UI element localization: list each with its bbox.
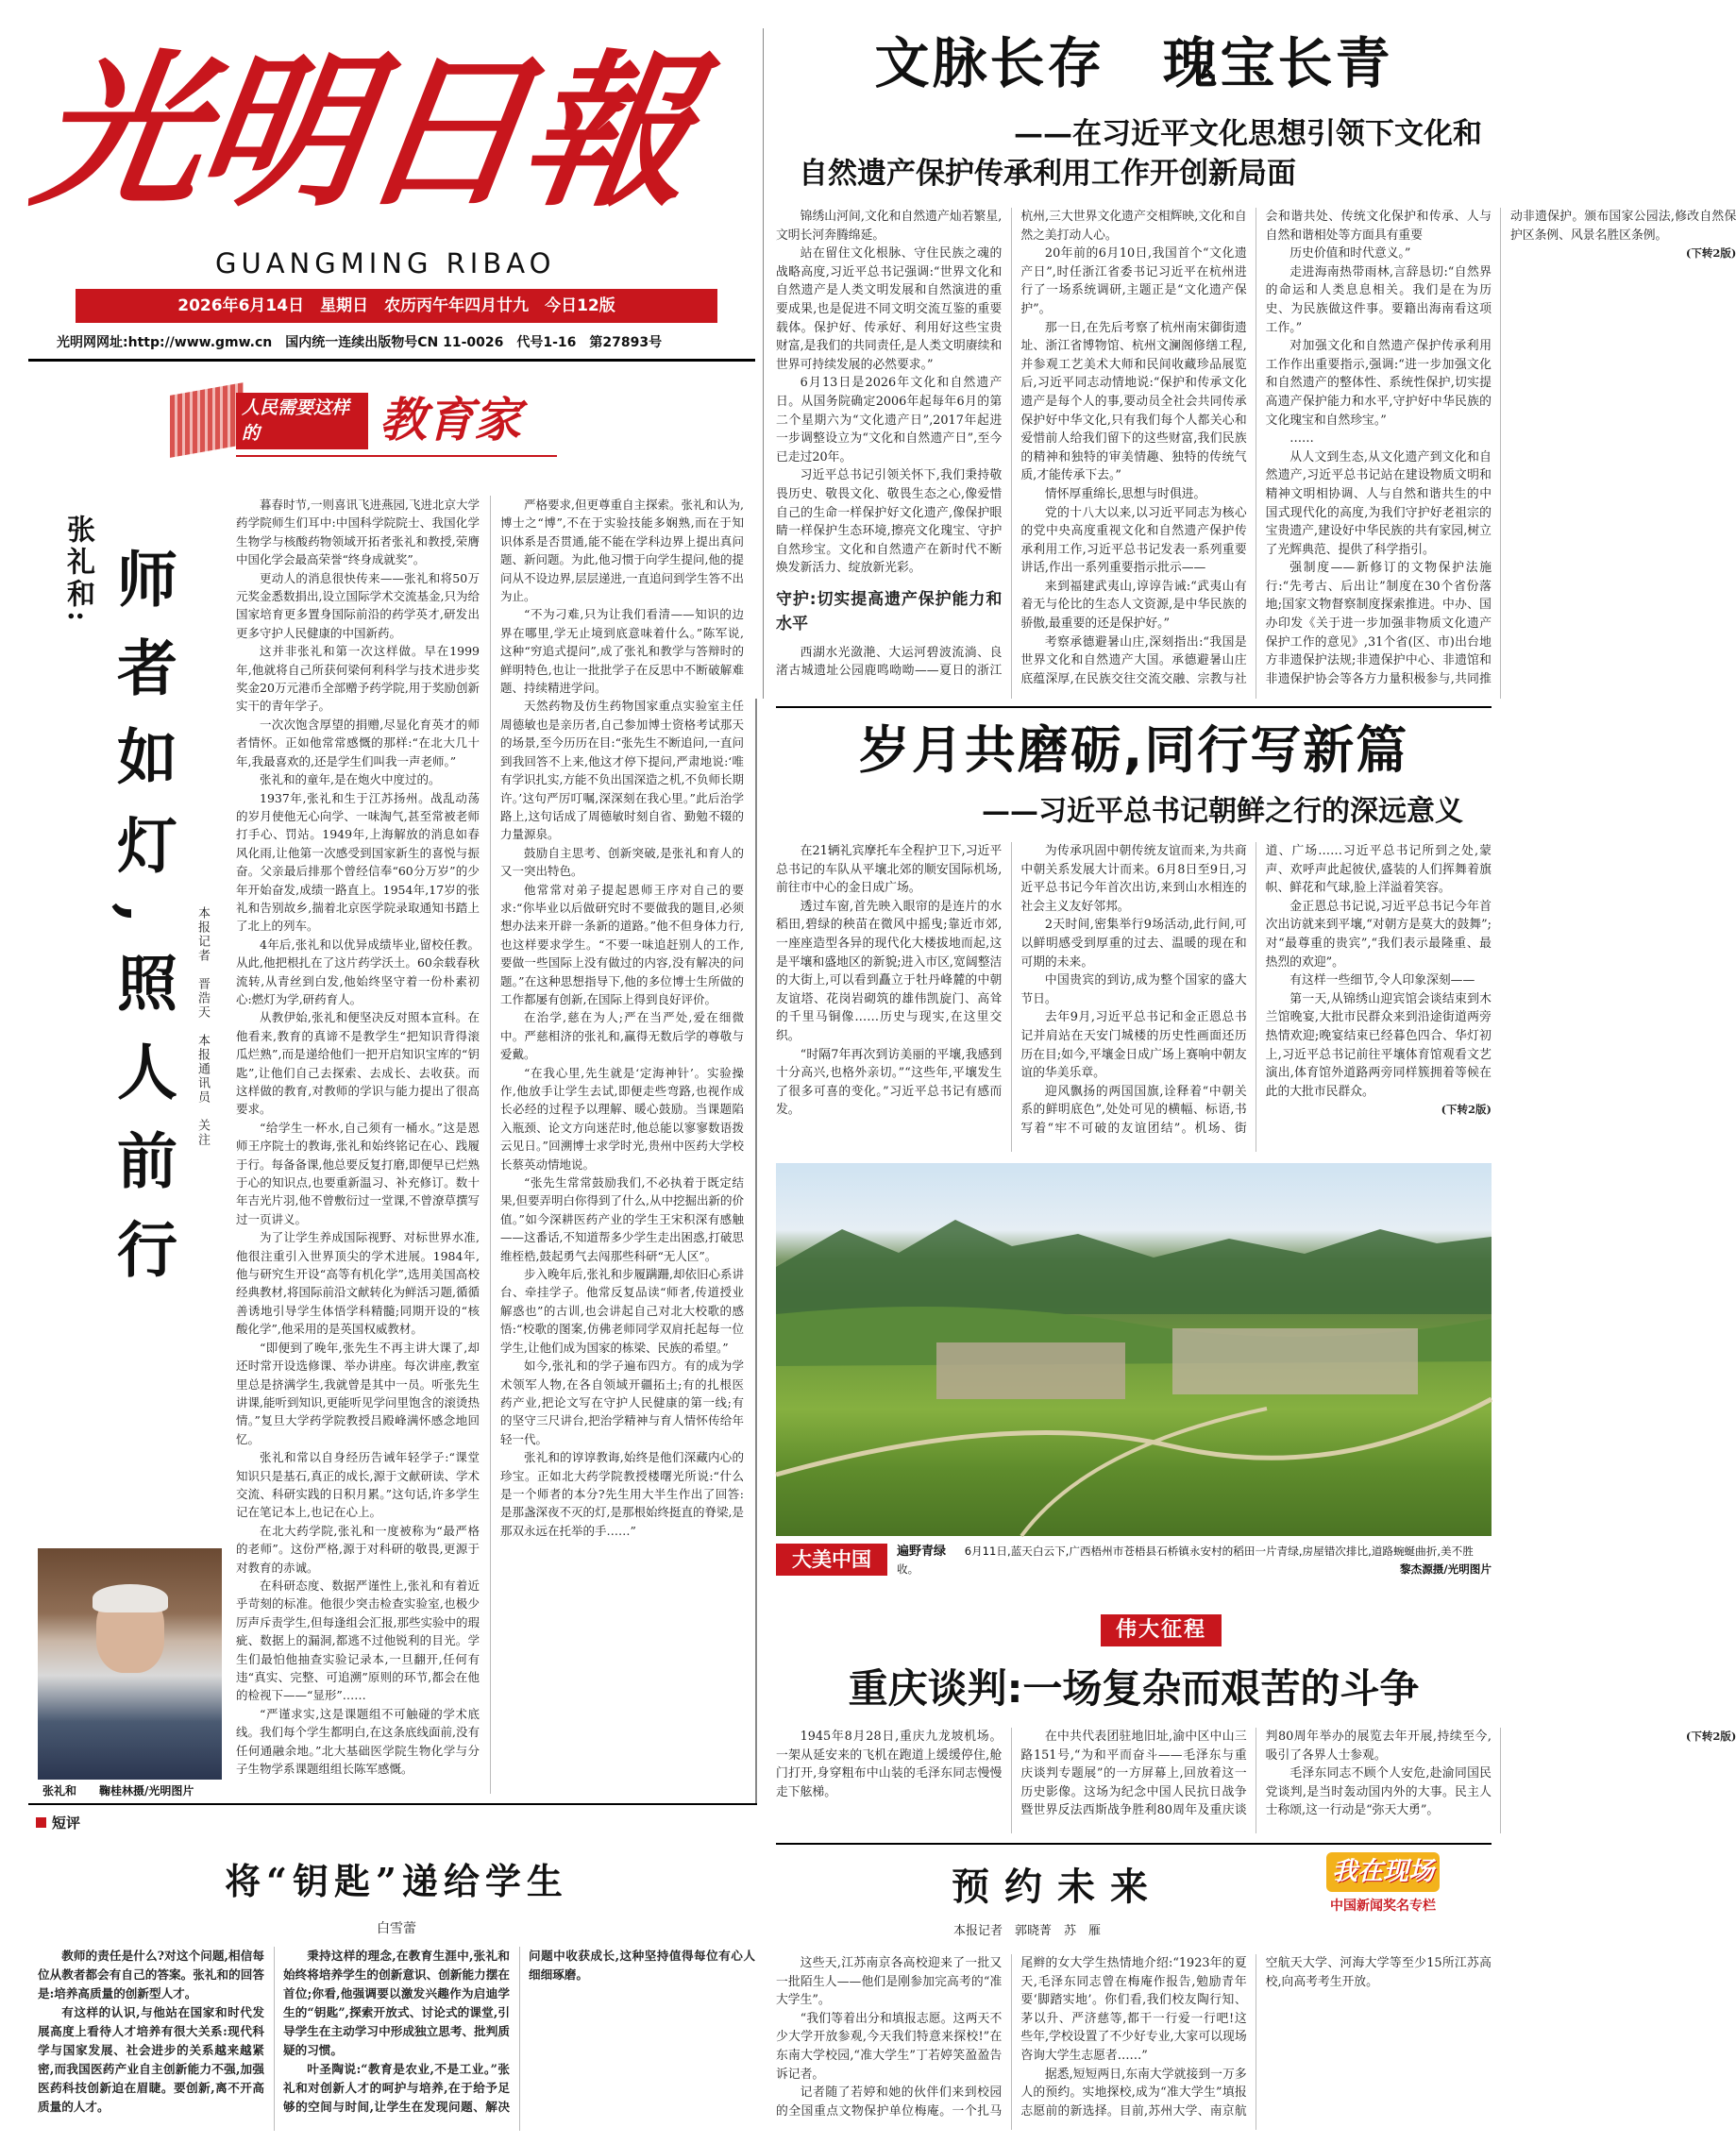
lead-title: 文脉长存 瑰宝长青 <box>874 31 1393 95</box>
lead-para: 强制度——新修订的文物保护法施行:“先考古、后出让”制度在30个省份落地;国家文物督察制度探索推进。中办、国办印发《关于进一步加强非物质文化遗产保护工作的意见》,31个省(区、市)出台地方非遗保护法规;非遗保护中心、非遗馆和非遗保护协会等各方力量积极参与,共同推动非遗保护。颁布国家公园法,修改自然保护区条例、风景名胜区条例。 <box>1265 210 1736 686</box>
landscape-art <box>776 1163 1492 1536</box>
edu-para: “张先生常常鼓励我们,不必执着于既定结果,但要弄明白你得到了什么,从中挖掘出新的价值。”如今深耕医药产业的学生王宋积深有感触——这番话,不知道帮多少学生走出困惑,打破思维桎梏,鼓起勇气去闯那些科研“无人区”。 <box>500 1175 744 1263</box>
edu-para: 4年后,张礼和以优异成绩毕业,留校任教。从此,他把根扎在了这片药学沃土。60余载春秋流转,从青丝到白发,他始终坚守着一份朴素初心:燃灯为学,研药育人。 <box>236 937 480 1006</box>
future-para: “我们等着出分和填报志愿。这两天不少大学开放参观,今天我们特意来探校!”在东南大学校园,“准大学生”丁若婷笑盈盈告诉记者。 <box>776 2011 1003 2082</box>
lead-para: 那一日,在先后考察了杭州南宋御街遗址、浙江省博物馆、杭州文澜阁修缮工程,并参观工艺美术大师和民间收藏珍品展览后,习近平同志动情地说:“保护和传承文化遗产是每个人的事,要动员全社会共同传承保护好中华文化,只有我们每个人都关心和爱惜前人给我们留下的这些财富,我们民族的精神和独特的审美情趣、独特的传统气质,才能传承下去。” <box>1020 320 1247 483</box>
book-icon <box>170 382 244 458</box>
edu-para: 一次次饱含厚望的捐赠,尽显化育英才的师者情怀。正如他常常感慨的那样:“在北大几十年,我最喜欢的,还是学生们叫我一声老师。” <box>236 717 480 768</box>
short-para: 教师的责任是什么?对这个问题,相信每位从教者都会有自己的答案。张礼和的回答是:培养高质量的创新型人才。 <box>38 1949 264 2001</box>
future-para: 这些天,江苏南京各高校迎来了一批又一批陌生人——他们是刚参加完高考的“准大学生”。 <box>776 1956 1003 2008</box>
years-para: 透过车窗,首先映入眼帘的是连片的水稻田,碧绿的秧苗在微风中摇曳;靠近市郊,一座座造型各异的现代化大楼拔地而起,这是平壤和盛地区的新貌;进入市区,宽阔整洁的大街上,可以看到矗立于牡丹峰麓的中朝友谊塔、花岗岩砌筑的雄伟凯旋门、高耸的千里马铜像……历史与现实,在这里交织。 <box>776 899 1003 1043</box>
years-para: 中国贵宾的到访,成为整个国家的盛大节日。 <box>1020 973 1247 1006</box>
short-marker-icon <box>36 1817 46 1828</box>
short-body <box>38 1947 755 2131</box>
future-para: 据悉,短短两日,东南大学就接到一万多人的预约。实地探校,成为“准大学生”填报志愿前的新选择。目前,苏州大学、南京航空航天大学、河海大学等至少15所江苏高校,向高考考生开放。 <box>1020 1956 1492 2119</box>
edu-banner-tag-text: 人民需要这样的 <box>242 397 350 444</box>
edu-para: 步入晚年后,张礼和步履蹒跚,却依旧心系讲台、牵挂学子。他常反复品读“师者,传道授业解惑也”的古训,也会讲起自己对北大校歌的感悟:“校歌的图案,仿佛老师同学双肩托起每一位学生,让他们成为国家的栋梁、民族的希望。” <box>500 1267 744 1355</box>
lead-para: 情怀厚重绵长,思想与时俱进。 <box>1044 486 1206 501</box>
date-line: 2026年6月14日 星期日 农历丙午年四月廿九 今日12版 <box>177 296 615 315</box>
edu-para: 张礼和的童年,是在炮火中度过的。 <box>260 772 441 787</box>
edu-headline: 师者如灯,照人前行 <box>107 548 177 1308</box>
edu-para: “即便到了晚年,张先生不再主讲大课了,却还时常开设选修课、举办讲座。每次讲座,教室里总是挤满学生,我就曾是其中一员。听张先生讲课,能听到知识,更能听见学问里饱含的滚烫热情。”复旦大学药学院教授吕殿峰满怀感念地回忆。 <box>236 1340 480 1446</box>
lead-para: 考察承德避暑山庄,深刻指出:“我国是世界文化和自然遗产大国。承德避暑山庄底蕴深厚,在民族交往交流交融、宗教与社会和谐共处、传统文化保护和传承、人与自然和谐相处等方面具有重要 <box>1020 210 1492 686</box>
future-body <box>776 1954 1492 2130</box>
edu-para: 为了让学生养成国际视野、对标世界水准,他很注重引入世界顶尖的学术进展。1984年,他与研究生开设“高等有机化学”,选用美国高校经典教材,将国际前沿文献转化为鲜活习题,循循善诱地引导学生体悟学科精髓;同期开设的“核酸化学”,他采用的是英国权威教材。 <box>236 1230 480 1337</box>
lead-para: 习近平总书记引领关怀下,我们秉持敬畏历史、敬畏文化、敬畏生态之心,像爱惜自己的生命一样保护好文化遗产,像保护眼睛一样保护生态环境,擦亮文化瑰宝、守护自然珍宝。文化和自然遗产在新时代不断焕发新活力、绽放新光彩。 <box>776 468 1003 576</box>
years-body <box>776 842 1492 1152</box>
lead-para: 走进海南热带雨林,言辞恳切:“自然界的命运和人类息息相关。我们是在为历史、为民族做这件事。要籍出海南看这项工作。” <box>1265 264 1492 335</box>
years-para: 2天时间,密集举行9场活动,此行间,可以鲜明感受到厚重的过去、温暖的现在和可期的未来。 <box>1020 918 1247 970</box>
years-para: 迎风飘扬的两国国旗,诠释着“中朝关系的鲜明底色”,处处可见的横幅、标语,书写着“牢不可破的友谊团结”。机场、街道、广场……习近平总书记所到之处,蒙声、欢呼声此起彼伏,盛装的人们挥舞着旗帜、鲜花和气球,脸上洋溢着笑容。 <box>1020 844 1492 1136</box>
zhengcheng-continued: (下转2版) <box>1685 1730 1736 1743</box>
edu-para: “严谨求实,这是课题组不可触碰的学术底线。我们每个学生都明白,在这条底线面前,没有任何通融余地。”北大基础医学院生物化学与分子生物学系课题组组长陈军感慨。 <box>236 1706 480 1777</box>
photo-caption <box>897 1543 1492 1578</box>
lead-para: 党的十八大以来,以习近平同志为核心的党中央高度重视文化和自然遗产保护传承利用工作,习近平总书记发表一系列重要讲话,作出一系列重要指示批示—— <box>1020 505 1247 576</box>
lead-subtitle-1: ——在习近平文化思想引领下文化和 <box>1014 117 1482 151</box>
years-para: “时隔7年再次到访美丽的平壤,我感到十分高兴,也格外亲切。”“这些年,平壤发生了很多可喜的变化。”习近平总书记有感而发。 <box>776 1047 1003 1118</box>
edu-para: 鼓励自主思考、创新突破,是张礼和育人的又一突出特色。 <box>500 845 744 879</box>
zhengcheng-para: 1945年8月28日,重庆九龙坡机场。一架从延安来的飞机在跑道上缓缓停住,舱门打开,身穿粗布中山装的毛泽东同志慢慢走下舷梯。 <box>776 1730 1003 1799</box>
lead-para: 从人文到生态,从文化遗产到文化和自然遗产,习近平总书记站在建设物质文明和精神文明相协调、人与自然和谐共生的中国式现代化的高度,为我们守护好老祖宗的宝贵遗产,建设好中华民族的共有家园,树立了光辉典范、提供了科学指引。 <box>1265 449 1492 557</box>
short-para: 叶圣陶说:“教育是农业,不是工业。”张礼和对创新人才的呵护与培养,在于给予足够的空间与时间,让学生在发现问题、解决问题中收获成长,这种坚持值得每位有心人细细琢磨。 <box>283 1949 755 2114</box>
future-byline: 本报记者 郭晓菁 苏 雁 <box>953 1924 1102 1938</box>
future-badge <box>1289 1852 1477 1928</box>
lead-article <box>776 28 1736 699</box>
edu-para: 张礼和常以自身经历告诫年轻学子:“课堂知识只是基石,真正的成长,源于文献研读、学术交流、科研实践的日积月累。”这句话,许多学生记在笔记本上,也记在心上。 <box>236 1450 480 1520</box>
landscape-photo <box>776 1163 1492 1536</box>
future-badge-sub: 中国新闻奖名专栏 <box>1330 1899 1436 1914</box>
short-para: 有这样的认识,与他站在国家和时代发展高度上看待人才培养有很大关系:现代科学与国家发展、社会进步的关系越来越紧密,而我国医药产业自主创新能力不强,加强医药科技创新迫在眉睫。要创新,离不开高质量的人才。 <box>38 2005 264 2114</box>
lead-subhead: 守护:切实提高遗产保护能力和水平 <box>776 589 1003 633</box>
zhengcheng-tag <box>1067 1614 1256 1648</box>
lead-para: 站在留住文化根脉、守住民族之魂的战略高度,习近平总书记强调:“世界文化和自然遗产是人类文明发展和自然演进的重要成果,也是促进不同文明交流互鉴的重要载体。保护好、传承好、利用好这些宝贵财富,是我们的共同责任,是人类文明赓续和世界可持续发展的必然要求。” <box>776 246 1003 372</box>
short-title: 将“钥匙”递给学生 <box>225 1860 568 1902</box>
masthead <box>24 19 717 340</box>
short-author: 白雪蕾 <box>377 1921 416 1936</box>
lead-subtitle-2: 自然遗产保护传承利用工作开创新局面 <box>799 157 1296 191</box>
lead-continued: (下转2版) <box>1685 246 1736 261</box>
edu-para: 这并非张礼和第一次这样做。早在1999年,他就将自己所获何梁何利科学与技术进步奖奖金20万元港币全部赠予药学院,用于奖励创新实干的青年学子。 <box>236 644 480 714</box>
info-line: 光明网网址:http://www.gmw.cn 国内统一连续出版物号CN 11-0026 代号1-16 第27893号 <box>57 335 663 350</box>
zhengcheng-para: 毛泽东同志不顾个人安危,赴渝同国民党谈判,是当时轰动国内外的大事。民主人士称颂,这一行动是“弥天大勇”。 <box>1265 1766 1492 1818</box>
lead-para: 西湖水光潋滟、大运河碧波流淌、良渚古城遗址公园鹿鸣呦呦——夏日的浙江杭州,三大世界文化遗产交相辉映,文化和自然之美打动人心。 <box>776 210 1247 679</box>
years-para: 有这样一些细节,令人印象深刻—— <box>1289 973 1475 988</box>
edu-name: 张礼和: <box>61 515 94 626</box>
lead-para: 来到福建武夷山,谆谆告诫:“武夷山有着无与伦比的生态人文资源,是中华民族的骄傲,最重要的还是保护好。” <box>1020 579 1247 632</box>
years-para: 金正恩总书记说,习近平总书记今年首次出访就来到平壤,“对朝方是莫大的鼓舞”;对“最尊重的贵宾”,“我们表示最隆重、最热烈的欢迎”。 <box>1265 899 1492 970</box>
edu-para: “不为刁难,只为让我们看清——知识的边界在哪里,学无止境到底意味着什么。”陈军说,这种“穷追式提问”,成了张礼和教学与答辩时的鲜明特色,也让一批批学子在反思中不断破解难题、持续精进学问。 <box>500 607 744 696</box>
date-bar <box>76 289 717 323</box>
lead-body <box>776 208 1736 699</box>
edu-photo-caption: 张礼和 鞠桂林摄/光明图片 <box>42 1784 194 1798</box>
lead-para: 历史价值和时代意义。” <box>1289 246 1411 262</box>
future-para: 记者随了若婷和她的伙伴们来到校园的全国重点文物保护单位梅庵。一个扎马尾辫的女大学生热情地介绍:“1923年的夏天,毛泽东同志曾在梅庵作报告,勉励青年要‘脚踏实地’。你们看,我们校友陶行知、茅以升、严济慈等,都干一行爱一行吧!这些年,学校设置了不少好专业,大家可以现场咨询大学生志愿者……” <box>776 1956 1247 2119</box>
zhengcheng-title: 重庆谈判:一场复杂而艰苦的斗争 <box>848 1665 1420 1712</box>
future-title: 预约未来 <box>952 1865 1163 1909</box>
edu-para: 更动人的消息很快传来——张礼和将50万元奖金悉数捐出,设立国际学术交流基金,只为给国家培育更多置身国际前沿的药学英才,研发出更多守护人民健康的中国新药。 <box>236 570 480 640</box>
zhengcheng-para: 在中共代表团驻地旧址,渝中区中山三路151号,“为和平而奋斗——毛泽东与重庆谈判专题展”的一方屏幕上,回放着这一历史影像。这场为纪念中国人民抗日战争暨世界反法西斯战争胜利80周年及重庆谈判80周年举办的展览去年开展,持续至今,吸引了各界人士参观。 <box>1020 1730 1492 1818</box>
edu-para: “在我心里,先生就是‘定海神针’。实验操作,他放手让学生去试,即便走些弯路,也视作成长必经的过程予以理解、暖心鼓励。当课题陷入瓶颈、论文方向迷茫时,他总能以寥寥数语拨云见日。”回溯博士求学时光,贵州中医药大学校长蔡英动情地说。 <box>500 1065 744 1172</box>
short-para: 秉持这样的理念,在教育生涯中,张礼和始终将培养学生的创新意识、创新能力摆在首位;你看,他强调要以激发兴趣作为启迪学生的“钥匙”,探索开放式、讨论式的课堂,引导学生在主动学习中形成独立思考、批判质疑的习惯。 <box>283 1949 510 2057</box>
photo-badge: 大美中国 <box>776 1544 887 1576</box>
edu-byline: 本报记者 晋浩天 本报通讯员 关注 <box>195 906 210 1147</box>
years-subtitle: ——习近平总书记朝鲜之行的深远意义 <box>982 795 1463 828</box>
years-para: 去年9月,习近平总书记和金正恩总书记并肩站在天安门城楼的历史性画面还历历在目;如今,平壤金日成广场上赛响中朝友谊的华美乐章。 <box>1020 1010 1247 1081</box>
years-title: 岁月共磨砺,同行写新篇 <box>858 720 1409 780</box>
edu-banner <box>170 385 595 470</box>
edu-para: 从教伊始,张礼和便坚决反对照本宣科。在他看来,教育的真谛不是教学生“把知识背得滚瓜烂熟”,而是递给他们一把开启知识宝库的“钥匙”,让他们自己去探索、去成长、去收获。而这样做的教育,对教师的学识与能力提出了很高要求。 <box>236 1010 480 1117</box>
short-label <box>36 1813 80 1832</box>
edu-para: 暮春时节,一则喜讯飞进燕园,飞进北京大学药学院师生们耳中:中国科学院院士、我国化学生物学与核酸药物领域开拓者张礼和教授,荣膺中国化学会最高荣誉“终身成就奖”。 <box>236 498 480 567</box>
edu-para: 如今,张礼和的学子遍布四方。有的成为学术领军人物,在各自领域开疆拓土;有的扎根医药产业,把论文写在守护人民健康的第一线;有的坚守三尺讲台,把治学精神与育人情怀传给年轻一代。 <box>500 1359 744 1446</box>
years-continued: (下转2版) <box>1441 1103 1492 1117</box>
edu-para: 1937年,张礼和生于江苏扬州。战乱动荡的岁月使他无心向学、一味淘气,甚至常被老师打手心、罚站。1949年,上海解放的消息如春风化雨,让他第一次感受到国家新生的喜悦与振奋。父亲最后排那个曾经信奉“60分万岁”的少年开始奋发,成绩一路直上。1954年,17岁的张礼和告别故乡,揣着北京医学院录取通知书踏上了北上的列车。 <box>236 790 480 934</box>
zhengcheng-body <box>776 1728 1736 1833</box>
photo-caption-title: 遍野青绿 <box>897 1545 947 1559</box>
photo-caption-credit: 黎杰源摄/光明图片 <box>1400 1562 1492 1576</box>
edu-para: 在北大药学院,张礼和一度被称为“最严格的老师”。这份严格,源于对科研的敬畏,更源于对教育的赤诚。 <box>236 1523 480 1575</box>
edu-para: 张礼和的谆谆教诲,始终是他们深藏内心的珍宝。正如北大药学院教授楼曙光所说:“什么是一个师者的本分?先生用大半生作出了回答:是那盏深夜不灭的灯,是那根始终挺直的脊梁,是那双永远在托举的手……” <box>500 1450 744 1538</box>
future-badge-text: 我在现场 <box>1326 1852 1440 1892</box>
edu-para: 在治学,慈在为人;严在当严处,爱在细微中。严慈相济的张礼和,赢得无数后学的尊敬与爱戴。 <box>500 1010 744 1062</box>
edu-para: “给学生一杯水,自己须有一桶水。”这是恩师王序院士的教诲,张礼和始终铭记在心、践履于行。每备备课,他总要反复打磨,即便早已烂熟于心的知识点,也要重新温习、补充修订。数十年吉光片羽,他不曾敷衍过一堂课,不曾潦草撰写过一页讲义。 <box>236 1120 480 1226</box>
masthead-logo: 光明日報 <box>24 34 701 229</box>
years-para: 在21辆礼宾摩托车全程护卫下,习近平总书记的车队从平壤北郊的顺安国际机场,前往市中心的金日成广场。 <box>776 844 1003 896</box>
edu-para: 在科研态度、数据严谨性上,张礼和有着近乎苛刻的标准。他很少突击检查实验室,也极少厉声斥责学生,但每逢组会汇报,那些实验中的瑕疵、数据上的漏洞,都逃不过他锐利的目光。学生们最怕他抽查实验记录本,一旦翻开,任何有违“真实、完整、可追溯”原则的环节,都会在他的检视下——“显形”…… <box>236 1578 480 1703</box>
short-label-text: 短评 <box>52 1815 81 1832</box>
edu-banner-word: 教育家 <box>379 392 521 447</box>
zhengcheng-tag-text: 伟大征程 <box>1101 1614 1222 1646</box>
edu-para: 他常常对弟子提起恩师王序对自己的要求:“你毕业以后做研究时不要做我的题目,必须想办法来开辟一条新的道路。”他不但身体力行,也这样要求学生。“不要一味追赶别人的工作,要做一些国际上没有做过的内容,没有解决的问题。”在这种思想指导下,他的多位博士生所做的工作都屡有创新,在国际上得到良好评价。 <box>500 882 744 1006</box>
edu-para: 严格要求,但更尊重自主探索。张礼和认为,博士之“博”,不在于实验技能多娴熟,而在于知识体系是否贯通,能不能在学科边界上提出真问题、新问题。为此,他习惯于向学生提问,他的提问从不设边界,层层递进,一直追问到学生答不出为止。 <box>500 498 744 604</box>
years-para: 第一天,从锦绣山迎宾馆会谈结束到木兰馆晚宴,大批市民群众来到沿途街道两旁热情欢迎;晚宴结束已经暮色四合、华灯初上,习近平总书记前往平壤体育馆观看文艺演出,体育馆外道路两旁同样簇拥着等候在此的大批市民群众。 <box>1265 991 1492 1099</box>
lead-para: …… <box>1289 431 1314 447</box>
edu-para: 天然药物及仿生药物国家重点实验室主任周德敏也是亲历者,自己参加博士资格考试那天的场景,至今历历在目:“张先生不断追问,一直问到我回答不上来,他这才停下提问,严肃地说:‘唯有学识扎实,方能不负出国深造之机,不负师长期许。’这句严厉叮嘱,深深刻在我心里。”此后治学路上,这句话成了周德敏时刻自省、勤勉不辍的力量源泉。 <box>500 699 744 842</box>
photo-caption-text: 6月11日,蓝天白云下,广西梧州市苍梧县石桥镇永安村的稻田一片青绿,房屋错次排比,道路蜿蜒曲折,美不胜收。 <box>897 1545 1474 1576</box>
edu-photo <box>38 1548 222 1780</box>
lead-para: 对加强文化和自然遗产保护传承利用工作作出重要指示,强调:“进一步加强文化和自然遗产的整体性、系统性保护,切实提高遗产保护能力和水平,守护好中华民族的文化瑰宝和自然珍宝。” <box>1265 339 1492 428</box>
lead-para: 锦绣山河间,文化和自然遗产灿若繁星,文明长河奔腾绵延。 <box>776 210 1003 243</box>
edu-body <box>236 496 744 1794</box>
years-para: 为传承巩固中朝传统友谊而来,为共商中朝关系发展大计而来。6月8日至9日,习近平总书记今年首次出访,来到山水相连的社会主义友好邻邦。 <box>1020 844 1247 914</box>
lead-para: 6月13日是2026年文化和自然遗产日。从国务院确定2006年起每年6月的第二个星期六为“文化遗产日”,2017年起进一步调整设立为“文化和自然遗产日”,至今已走过20年。 <box>776 376 1003 464</box>
masthead-pinyin: GUANGMING RIBAO <box>215 247 556 279</box>
years-article <box>776 717 1492 1152</box>
lead-para: 20年前的6月10日,我国首个“文化遗产日”,时任浙江省委书记习近平在杭州进行了一场系统调研,主题正是“文化遗产保护”。 <box>1020 246 1247 316</box>
edu-banner-tag <box>236 393 368 449</box>
